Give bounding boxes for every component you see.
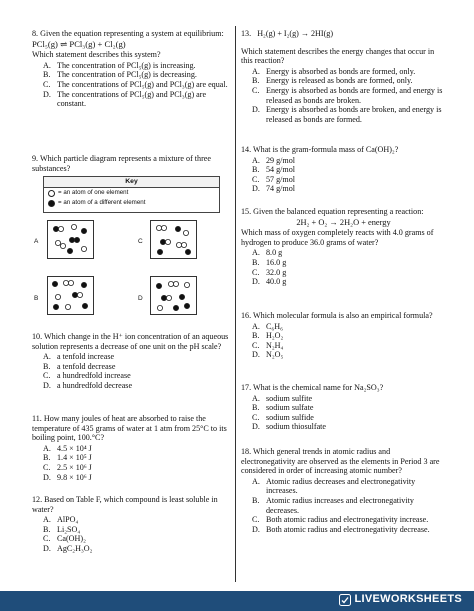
- options-list: [252, 394, 446, 432]
- options-list: [43, 61, 230, 109]
- particle-box-c[interactable]: [150, 220, 197, 259]
- option-c[interactable]: C. 2.5 × 10⁶ J: [43, 462, 92, 472]
- option-b[interactable]: B. 1.4 × 10⁵ J: [43, 453, 92, 463]
- option-a[interactable]: A. sodium sulfite: [252, 393, 313, 403]
- question-18: [241, 447, 446, 534]
- option-b[interactable]: B. 16.0 g: [252, 257, 287, 267]
- options-list: [43, 444, 230, 482]
- diagram-key: [43, 176, 220, 213]
- question-13: [241, 29, 446, 124]
- question-14: [241, 145, 446, 194]
- question-17: [241, 383, 446, 432]
- question-text: 14. What is the gram-formula mass of Ca(OH)₂?: [241, 145, 399, 154]
- question-text: 12. Based on Table F, which compound is least soluble in water?: [32, 495, 218, 514]
- option-d[interactable]: D. N₂O₅: [252, 350, 284, 360]
- option-c[interactable]: C. Both atomic radius and electronegativity increase.: [252, 515, 429, 525]
- column-divider: [235, 26, 236, 582]
- options-list: [252, 67, 446, 125]
- option-a[interactable]: A. 4.5 × 10⁴ J: [43, 443, 92, 453]
- question-10: [32, 332, 230, 391]
- option-a[interactable]: A. AlPO₄: [43, 515, 79, 525]
- option-c[interactable]: C. 32.0 g: [252, 267, 287, 277]
- question-text: 17. What is the chemical name for Na₂SO₃?: [241, 383, 384, 392]
- option-d[interactable]: D. 9.8 × 10⁶ J: [43, 472, 92, 482]
- option-d[interactable]: D. The concentrations of PCl₅(g) and PCl₃(g) are constant.: [43, 89, 207, 109]
- option-b[interactable]: B. Atomic radius increases and electronegativity decreases.: [252, 495, 414, 515]
- option-b[interactable]: B. a tenfold decrease: [43, 361, 116, 371]
- option-a[interactable]: A. Atomic radius decreases and electronegativity increases.: [252, 476, 416, 496]
- option-c[interactable]: C. Ca(OH)₂: [43, 534, 86, 544]
- logo-text: LIVEWORKSHEETS: [354, 593, 462, 606]
- option-d[interactable]: D. AgC₂H₃O₂: [43, 543, 93, 553]
- question-text: 11. How many joules of heat are absorbed to raise the temperature of 435 grams of water at 1 atm from 25°C to its boiling point, 100.°C?: [32, 414, 227, 443]
- box-label-d: D: [138, 295, 143, 302]
- option-b[interactable]: B. Energy is released as bonds are formed, only.: [252, 76, 413, 86]
- options-list: [252, 322, 446, 360]
- question-text: 16. Which molecular formula is also an empirical formula?: [241, 311, 433, 320]
- option-d[interactable]: D. Both atomic radius and electronegativity decrease.: [252, 524, 430, 534]
- option-a[interactable]: A. 29 g/mol: [252, 155, 296, 165]
- options-list: [252, 248, 446, 286]
- particle-box-d[interactable]: [150, 276, 197, 315]
- question-9: [32, 154, 230, 302]
- option-b[interactable]: B. Li₂SO₄: [43, 524, 81, 534]
- question-text: 9. Which particle diagram represents a mixture of three substances?: [32, 154, 211, 173]
- option-c[interactable]: C. a hundredfold increase: [43, 371, 131, 381]
- key-row-filled: = an atom of a different element: [44, 198, 219, 208]
- option-a[interactable]: A. C₆H₆: [252, 321, 283, 331]
- question-8: [32, 29, 230, 109]
- option-b[interactable]: B. 54 g/mol: [252, 165, 296, 175]
- question-text: 18. Which general trends in atomic radius and electronegativity are observed as the elements in Period 3 are considered in order of increasing atomic number?: [241, 447, 440, 476]
- options-list: [252, 156, 446, 194]
- option-c[interactable]: C. N₂H₄: [252, 340, 284, 350]
- key-title: Key: [44, 177, 219, 188]
- box-label-b: B: [34, 295, 39, 302]
- question-11: [32, 414, 230, 482]
- logo-icon: [339, 594, 351, 606]
- question-equation: 13. H₂(g) + I₂(g) → 2HI(g): [241, 29, 334, 38]
- option-d[interactable]: D. 74 g/mol: [252, 184, 296, 194]
- option-a[interactable]: A. a tenfold increase: [43, 352, 115, 362]
- particle-diagram-a: [48, 221, 93, 258]
- particle-box-b[interactable]: [47, 276, 94, 315]
- equation: PCl₅(g) ⇌ PCl₃(g) + Cl₂(g): [32, 38, 126, 49]
- option-c[interactable]: C. Energy is absorbed as bonds are formed, and energy is released as bonds are broken.: [252, 85, 443, 105]
- equation: 2H₂ + O₂ → 2H₂O + energy: [296, 217, 391, 227]
- question-text: 10. Which change in the H⁺ ion concentration of an aqueous solution represents a decrease of one unit on the pH scale?: [32, 332, 229, 351]
- question-12: [32, 495, 230, 554]
- liveworksheets-logo[interactable]: [339, 594, 463, 606]
- option-c[interactable]: C. sodium sulfide: [252, 412, 314, 422]
- particle-diagram-c: [151, 221, 196, 258]
- option-b[interactable]: B. H₂O₂: [252, 331, 284, 341]
- particle-box-a[interactable]: [47, 220, 94, 259]
- option-b[interactable]: B. The concentration of PCl₅(g) is decreasing.: [43, 70, 197, 80]
- option-b[interactable]: B. sodium sulfate: [252, 403, 314, 413]
- option-d[interactable]: D. a hundredfold decrease: [43, 380, 133, 390]
- box-label-c: C: [138, 238, 143, 245]
- open-circle-icon: [48, 190, 55, 197]
- option-d[interactable]: D. sodium thiosulfate: [252, 422, 327, 432]
- question-text: 8. Given the equation representing a system at equilibrium:: [32, 29, 224, 38]
- box-label-a: A: [34, 238, 39, 245]
- question-prompt: Which mass of oxygen completely reacts with 4.0 grams of hydrogen to produce 36.0 grams of water?: [241, 228, 434, 247]
- question-prompt: Which statement describes this system?: [32, 50, 161, 60]
- option-d[interactable]: D. 40.0 g: [252, 277, 287, 287]
- option-a[interactable]: A. The concentration of PCl₅(g) is increasing.: [43, 60, 196, 70]
- options-list: [43, 515, 230, 553]
- option-a[interactable]: A. 8.0 g: [252, 248, 283, 258]
- question-text: Which statement describes the energy changes that occur in this reaction?: [241, 46, 435, 66]
- question-15: [241, 207, 446, 287]
- filled-circle-icon: [48, 200, 55, 207]
- option-c[interactable]: C. The concentrations of PCl₅(g) and PCl₃(g) are equal.: [43, 79, 228, 89]
- question-16: [241, 311, 446, 360]
- options-list: [252, 477, 446, 535]
- particle-diagram-d: [151, 277, 196, 314]
- question-text: 15. Given the balanced equation representing a reaction:: [241, 207, 424, 216]
- option-c[interactable]: C. 57 g/mol: [252, 174, 296, 184]
- option-d[interactable]: D. Energy is absorbed as bonds are broken, and energy is released as bonds are formed.: [252, 105, 442, 124]
- key-row-open: = an atom of one element: [44, 188, 219, 198]
- footer-bar: [0, 591, 474, 611]
- particle-diagram-b: [48, 277, 93, 314]
- options-list: [43, 352, 230, 390]
- option-a[interactable]: A. Energy is absorbed as bonds are formed, only.: [252, 66, 416, 76]
